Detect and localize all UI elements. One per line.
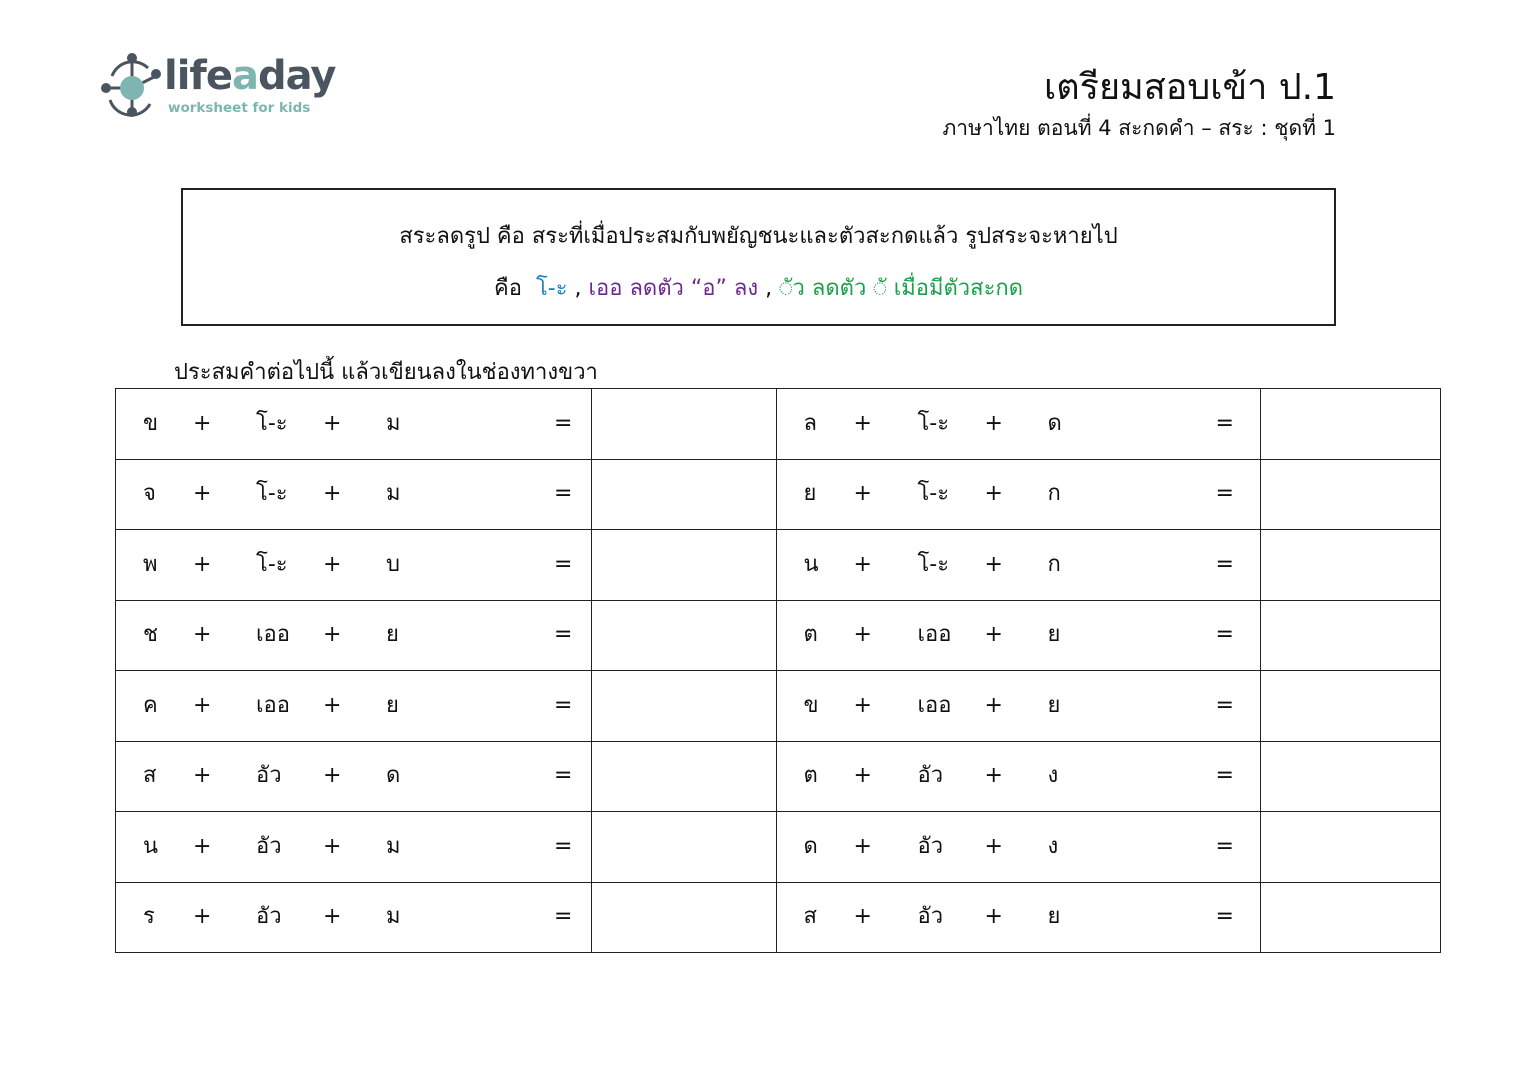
final-consonant: ม xyxy=(386,481,401,507)
plus-sign: + xyxy=(853,481,872,507)
equals-sign: = xyxy=(1215,763,1234,789)
equals-sign: = xyxy=(554,481,573,507)
answer-box-left[interactable] xyxy=(592,812,777,883)
consonant: ล xyxy=(803,410,817,436)
vowel: เออ xyxy=(256,692,290,718)
answer-box-left[interactable] xyxy=(592,600,777,671)
equals-sign: = xyxy=(1215,551,1234,577)
rule-box xyxy=(181,188,1336,326)
final-consonant: ก xyxy=(1047,481,1061,507)
exercise-instruction: ประสมคำต่อไปนี้ แล้วเขียนลงในช่องทางขวา xyxy=(174,360,598,385)
equals-sign: = xyxy=(1215,833,1234,859)
plus-sign: + xyxy=(853,551,872,577)
table-row xyxy=(116,741,1441,812)
equals-sign: = xyxy=(554,551,573,577)
equation-left xyxy=(116,671,592,742)
answer-box-right[interactable] xyxy=(1260,600,1440,671)
final-consonant: ง xyxy=(1047,833,1059,859)
equals-sign: = xyxy=(554,833,573,859)
answer-box-left[interactable] xyxy=(592,459,777,530)
plus-sign: + xyxy=(193,410,212,436)
final-consonant: ย xyxy=(1047,622,1061,648)
plus-sign: + xyxy=(323,904,342,930)
equals-sign: = xyxy=(554,622,573,648)
table-row xyxy=(116,459,1441,530)
vowel: โ-ะ xyxy=(256,410,288,436)
equation-left xyxy=(116,600,592,671)
final-consonant: ม xyxy=(386,410,401,436)
consonant: ส xyxy=(143,763,157,789)
final-consonant: ย xyxy=(1047,692,1061,718)
consonant: ต xyxy=(803,622,818,648)
equation-left xyxy=(116,530,592,601)
final-consonant: ย xyxy=(386,622,399,648)
consonant: ด xyxy=(803,833,818,859)
vowel: โ-ะ xyxy=(256,551,288,577)
table-row xyxy=(116,389,1441,460)
rule-examples-label: คือ xyxy=(494,276,522,301)
rule-separator: , xyxy=(567,276,589,301)
answer-box-right[interactable] xyxy=(1260,389,1440,460)
table-row xyxy=(116,530,1441,601)
answer-box-left[interactable] xyxy=(592,671,777,742)
vowel: อัว xyxy=(256,763,282,789)
final-consonant: ย xyxy=(386,692,399,718)
plus-sign: + xyxy=(984,763,1003,789)
plus-sign: + xyxy=(323,551,342,577)
equals-sign: = xyxy=(554,692,573,718)
consonant: จ xyxy=(143,481,156,507)
plus-sign: + xyxy=(984,481,1003,507)
equals-sign: = xyxy=(1215,904,1234,930)
plus-sign: + xyxy=(323,833,342,859)
rule-examples xyxy=(183,278,1334,300)
answer-box-left[interactable] xyxy=(592,741,777,812)
page-subtitle: ภาษาไทย ตอนที่ 4 สะกดคำ – สระ : ชุดที่ 1 xyxy=(942,116,1336,140)
brand-logo xyxy=(100,50,340,125)
plus-sign: + xyxy=(853,833,872,859)
vowel: เออ xyxy=(256,622,290,648)
final-consonant: ง xyxy=(1047,763,1059,789)
consonant: น xyxy=(143,833,159,859)
table-row xyxy=(116,812,1441,883)
equation-right xyxy=(777,671,1260,742)
final-consonant: ก xyxy=(1047,551,1061,577)
answer-box-right[interactable] xyxy=(1260,459,1440,530)
plus-sign: + xyxy=(193,763,212,789)
equation-left xyxy=(116,389,592,460)
equation-right xyxy=(777,530,1260,601)
vowel: อัว xyxy=(917,763,944,789)
logo-tagline: worksheet for kids xyxy=(168,100,311,116)
plus-sign: + xyxy=(323,622,342,648)
answer-box-right[interactable] xyxy=(1260,882,1440,953)
equation-left xyxy=(116,459,592,530)
table-row xyxy=(116,671,1441,742)
consonant: ค xyxy=(143,692,158,718)
vowel: โ-ะ xyxy=(917,551,950,577)
plus-sign: + xyxy=(984,551,1003,577)
vowel: อัว xyxy=(917,904,944,930)
answer-box-left[interactable] xyxy=(592,389,777,460)
equation-right xyxy=(777,389,1260,460)
answer-box-left[interactable] xyxy=(592,882,777,953)
consonant: ส xyxy=(803,904,817,930)
rule-example-ua: ◌ัว ลดตัว ◌ั เมื่อมีตัวสะกด xyxy=(779,276,1023,301)
plus-sign: + xyxy=(323,763,342,789)
final-consonant: ด xyxy=(386,763,401,789)
plus-sign: + xyxy=(853,410,872,436)
equation-left xyxy=(116,882,592,953)
equation-right xyxy=(777,882,1260,953)
consonant: ข xyxy=(143,410,159,436)
exercise-table xyxy=(115,388,1441,953)
table-row xyxy=(116,882,1441,953)
plus-sign: + xyxy=(984,622,1003,648)
vowel: อัว xyxy=(917,833,944,859)
page-title: เตรียมสอบเข้า ป.1 xyxy=(1043,67,1336,108)
vowel: โ-ะ xyxy=(917,410,950,436)
logo-wordmark: lifeaday xyxy=(164,53,336,99)
equals-sign: = xyxy=(1215,622,1234,648)
plus-sign: + xyxy=(984,904,1003,930)
answer-box-right[interactable] xyxy=(1260,530,1440,601)
equation-right xyxy=(777,741,1260,812)
consonant: พ xyxy=(143,551,158,577)
answer-box-left[interactable] xyxy=(592,530,777,601)
equals-sign: = xyxy=(554,904,573,930)
answer-box-right[interactable] xyxy=(1260,671,1440,742)
final-consonant: ม xyxy=(386,833,401,859)
equation-left xyxy=(116,812,592,883)
equals-sign: = xyxy=(554,410,573,436)
plus-sign: + xyxy=(193,481,212,507)
equation-right xyxy=(777,812,1260,883)
consonant: น xyxy=(803,551,819,577)
plus-sign: + xyxy=(193,551,212,577)
plus-sign: + xyxy=(853,622,872,648)
plus-sign: + xyxy=(193,833,212,859)
vowel: เออ xyxy=(917,622,952,648)
final-consonant: บ xyxy=(386,551,400,577)
table-row xyxy=(116,600,1441,671)
equals-sign: = xyxy=(1215,481,1234,507)
plus-sign: + xyxy=(193,904,212,930)
equals-sign: = xyxy=(1215,692,1234,718)
vowel: อัว xyxy=(256,904,282,930)
consonant: ย xyxy=(803,481,817,507)
consonant: ข xyxy=(803,692,819,718)
consonant: ต xyxy=(803,763,818,789)
answer-box-right[interactable] xyxy=(1260,741,1440,812)
plus-sign: + xyxy=(984,833,1003,859)
vowel: อัว xyxy=(256,833,282,859)
vowel: โ-ะ xyxy=(917,481,950,507)
rule-example-oe: เออ ลดตัว “อ” ลง xyxy=(588,276,759,301)
equation-right xyxy=(777,600,1260,671)
vowel: เออ xyxy=(917,692,952,718)
plus-sign: + xyxy=(193,622,212,648)
consonant: ร xyxy=(143,904,155,930)
consonant: ช xyxy=(143,622,158,648)
equation-left xyxy=(116,741,592,812)
equals-sign: = xyxy=(554,763,573,789)
rule-example-o-a: โ-ะ xyxy=(535,276,568,301)
vowel: โ-ะ xyxy=(256,481,288,507)
plus-sign: + xyxy=(853,763,872,789)
final-consonant: ม xyxy=(386,904,401,930)
plus-sign: + xyxy=(853,904,872,930)
equation-right xyxy=(777,459,1260,530)
plus-sign: + xyxy=(323,481,342,507)
molecule-logo-icon xyxy=(100,50,164,120)
plus-sign: + xyxy=(323,692,342,718)
final-consonant: ย xyxy=(1047,904,1061,930)
final-consonant: ด xyxy=(1047,410,1062,436)
rule-definition: สระลดรูป คือ สระที่เมื่อประสมกับพยัญชนะและตัวสะกดแล้ว รูปสระจะหายไป xyxy=(399,224,1118,249)
answer-box-right[interactable] xyxy=(1260,812,1440,883)
plus-sign: + xyxy=(323,410,342,436)
plus-sign: + xyxy=(984,692,1003,718)
plus-sign: + xyxy=(984,410,1003,436)
rule-separator: , xyxy=(758,276,780,301)
equals-sign: = xyxy=(1215,410,1234,436)
plus-sign: + xyxy=(853,692,872,718)
plus-sign: + xyxy=(193,692,212,718)
